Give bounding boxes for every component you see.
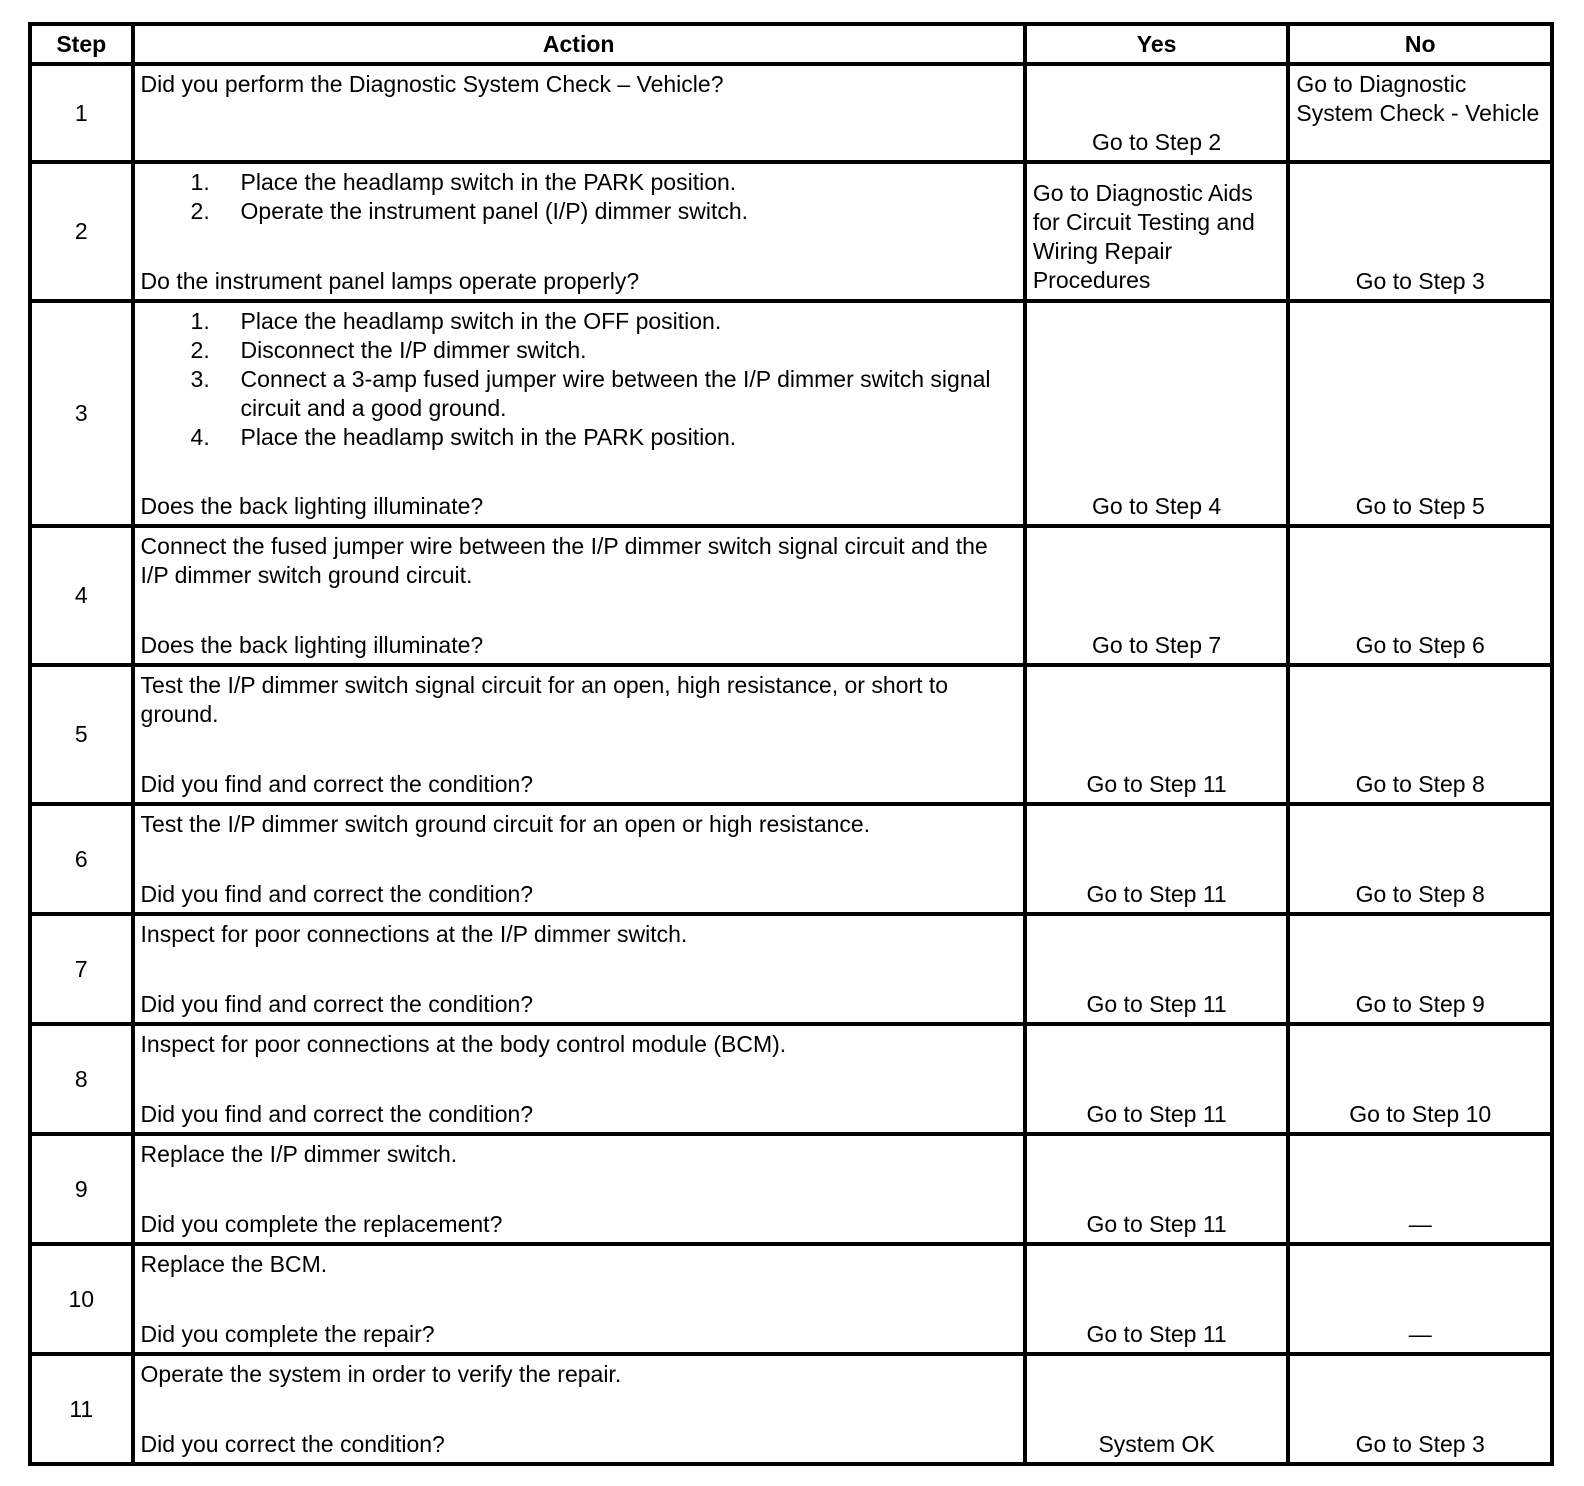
step-number: 11: [30, 1354, 133, 1464]
table-row: [30, 64, 1552, 162]
no-cell: Go to Step 8: [1288, 665, 1552, 804]
list-item: 4. Place the headlamp switch in the PARK position.: [190, 424, 737, 450]
action-question: Did you complete the replacement?: [140, 1211, 503, 1237]
yes-cell: Go to Step 7: [1025, 526, 1289, 665]
action-question: Does the back lighting illuminate?: [140, 493, 484, 519]
yes-cell: System OK: [1025, 1354, 1289, 1464]
table-row: [30, 914, 1552, 1024]
list-item: 2. Operate the instrument panel (I/P) dimmer switch.: [190, 198, 749, 224]
yes-cell: Go to Step 11: [1025, 804, 1289, 914]
no-cell: Go to Step 10: [1288, 1024, 1552, 1134]
action-cell: [133, 526, 1025, 665]
table-row: [30, 1244, 1552, 1354]
yes-cell: Go to Step 11: [1025, 914, 1289, 1024]
no-cell: Go to Step 6: [1288, 526, 1552, 665]
no-cell: —: [1288, 1134, 1552, 1244]
action-text: Operate the system in order to verify the repair.: [140, 1361, 622, 1387]
action-text: Replace the I/P dimmer switch.: [140, 1141, 458, 1167]
action-cell: [133, 162, 1025, 301]
action-question: Did you find and correct the condition?: [140, 881, 534, 907]
action-cell: [133, 665, 1025, 804]
yes-cell: Go to Step 11: [1025, 665, 1289, 804]
action-text: Test the I/P dimmer switch ground circuit for an open or high resistance.: [140, 811, 871, 837]
yes-cell: Go to Step 2: [1025, 64, 1289, 162]
yes-cell: Go to Step 4: [1025, 301, 1289, 526]
yes-cell: Go to Diagnostic Aids for Circuit Testing and Wiring Repair Procedures: [1025, 162, 1289, 301]
action-cell: [133, 301, 1025, 526]
action-question: Did you correct the condition?: [140, 1431, 445, 1457]
action-text: Inspect for poor connections at the I/P dimmer switch.: [140, 921, 688, 947]
action-question: Did you complete the repair?: [140, 1321, 435, 1347]
step-number: 10: [30, 1244, 133, 1354]
no-cell: Go to Step 3: [1288, 162, 1552, 301]
action-cell: [133, 1024, 1025, 1134]
step-number: 6: [30, 804, 133, 914]
action-cell: [133, 1134, 1025, 1244]
action-cell: [133, 1244, 1025, 1354]
table-row: [30, 162, 1552, 301]
diagnostic-table: [28, 22, 1554, 1466]
header-action: Action: [133, 24, 1025, 64]
step-number: 4: [30, 526, 133, 665]
table-row: [30, 1134, 1552, 1244]
step-number: 7: [30, 914, 133, 1024]
no-cell: Go to Step 5: [1288, 301, 1552, 526]
action-steps-list: [141, 168, 1017, 226]
yes-cell: Go to Step 11: [1025, 1024, 1289, 1134]
action-cell: [133, 914, 1025, 1024]
no-cell: —: [1288, 1244, 1552, 1354]
action-question: Did you find and correct the condition?: [140, 771, 534, 797]
step-number: 1: [30, 64, 133, 162]
action-question: Does the back lighting illuminate?: [140, 632, 484, 658]
action-steps-list: [141, 307, 1017, 452]
list-item: 1. Place the headlamp switch in the PARK position.: [190, 169, 737, 195]
step-number: 5: [30, 665, 133, 804]
action-cell: [133, 804, 1025, 914]
no-cell: Go to Step 9: [1288, 914, 1552, 1024]
list-item: 1. Place the headlamp switch in the OFF position.: [190, 308, 722, 334]
table-row: [30, 804, 1552, 914]
action-question: Did you find and correct the condition?: [140, 1101, 534, 1127]
header-row: [30, 24, 1552, 64]
action-text: Test the I/P dimmer switch signal circuit for an open, high resistance, or short to ground.: [140, 672, 949, 727]
table-row: [30, 526, 1552, 665]
table-row: [30, 1024, 1552, 1134]
action-question: Do the instrument panel lamps operate properly?: [140, 268, 640, 294]
table-row: [30, 665, 1552, 804]
action-text: Replace the BCM.: [140, 1251, 328, 1277]
action-text: Inspect for poor connections at the body control module (BCM).: [140, 1031, 787, 1057]
yes-cell: Go to Step 11: [1025, 1134, 1289, 1244]
action-question: Did you find and correct the condition?: [140, 991, 534, 1017]
table-row: [30, 1354, 1552, 1464]
list-item: 3. Connect a 3-amp fused jumper wire between the I/P dimmer switch signal circuit and a good ground.: [190, 366, 991, 421]
step-number: 9: [30, 1134, 133, 1244]
action-cell: [133, 1354, 1025, 1464]
header-step: Step: [30, 24, 133, 64]
step-number: 3: [30, 301, 133, 526]
no-cell: Go to Diagnostic System Check - Vehicle: [1288, 64, 1552, 162]
header-yes: Yes: [1025, 24, 1289, 64]
table-row: [30, 301, 1552, 526]
no-cell: Go to Step 8: [1288, 804, 1552, 914]
yes-cell: Go to Step 11: [1025, 1244, 1289, 1354]
no-cell: Go to Step 3: [1288, 1354, 1552, 1464]
action-text: Did you perform the Diagnostic System Check – Vehicle?: [140, 71, 724, 97]
step-number: 8: [30, 1024, 133, 1134]
step-number: 2: [30, 162, 133, 301]
action-text: Connect the fused jumper wire between the I/P dimmer switch signal circuit and the I/P dimmer switch ground circuit.: [140, 533, 988, 588]
action-cell: [133, 64, 1025, 162]
list-item: 2. Disconnect the I/P dimmer switch.: [190, 337, 587, 363]
header-no: No: [1288, 24, 1552, 64]
